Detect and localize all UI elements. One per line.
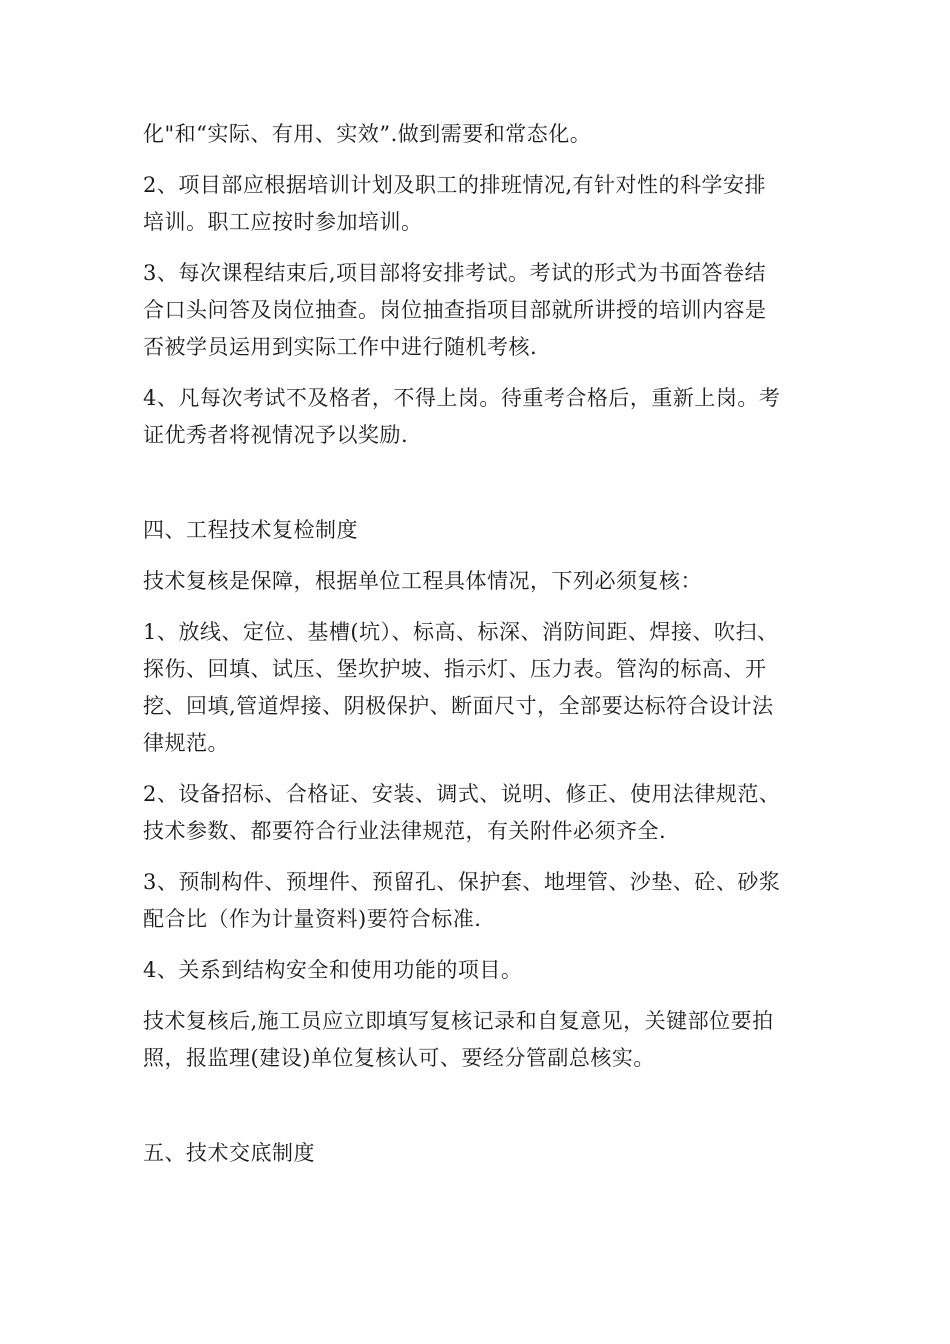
text-line: 2、项目部应根据培训计划及职工的排班情况,有针对性的科学安排 [143,173,767,197]
text-line: 2、设备招标、合格证、安装、调式、说明、修正、使用法律规范、 [143,782,781,806]
paragraph-item-4-failure [143,380,823,454]
text-line: 4、凡每次考试不及格者，不得上岗。待重考合格后，重新上岗。考 [143,386,781,410]
paragraph-item-3-exam [143,255,823,366]
paragraph-item-2-scheduling [143,167,823,241]
text-line: 培训。职工应按时参加培训。 [143,210,423,234]
section-spacer [143,468,823,512]
text-line: 技术复核后,施工员应立即填写复核记录和自复意见，关键部位要拍 [143,1009,774,1033]
paragraph-recheck-item-4 [143,952,823,989]
text-line: 技术复核是保障，根据单位工程具体情况，下列必须复核： [143,569,702,593]
text-line: 照，报监理(建设)单位复核认可、要经分管副总核实。 [143,1046,655,1070]
text-line: 4、关系到结构安全和使用功能的项目。 [143,958,523,982]
text-line: 证优秀者将视情况予以奖励. [143,423,409,447]
text-line: 合口头问答及岗位抽查。岗位抽查指项目部就所讲授的培训内容是 [143,298,767,322]
text-line: 否被学员运用到实际工作中进行随机考核. [143,335,538,359]
text-line: 探伤、回填、试压、堡坎护坡、指示灯、压力表。管沟的标高、开 [143,657,767,681]
text-line: 1、放线、定位、基槽(坑）、标高、标深、消防间距、焊接、吹扫、 [143,620,779,644]
paragraph-recheck-intro [143,563,823,600]
document-body [143,116,823,1186]
text-line: 技术参数、都要符合行业法律规范，有关附件必须齐全. [143,819,667,843]
paragraph-recheck-followup [143,1003,823,1077]
paragraph-training-principle [143,116,823,153]
paragraph-recheck-item-2 [143,776,823,850]
text-line: 化"和“实际、有用、实效”.做到需要和常态化。 [143,122,592,146]
text-line: 配合比（作为计量资料)要符合标准. [143,907,482,931]
text-line: 挖、回填,管道焊接、阴极保护、断面尺寸，全部要达标符合设计法 [143,694,774,718]
section-heading-technical-recheck: 四、工程技术复检制度 [143,518,358,542]
text-line: 律规范。 [143,731,229,755]
section-heading-technical-briefing: 五、技术交底制度 [143,1141,315,1165]
text-line: 3、预制构件、预埋件、预留孔、保护套、地埋管、沙垫、砼、砂浆 [143,870,781,894]
section-spacer [143,1091,823,1135]
paragraph-recheck-item-3 [143,864,823,938]
text-line: 3、每次课程结束后,项目部将安排考试。考试的形式为书面答卷结 [143,261,767,285]
paragraph-recheck-item-1 [143,614,823,762]
